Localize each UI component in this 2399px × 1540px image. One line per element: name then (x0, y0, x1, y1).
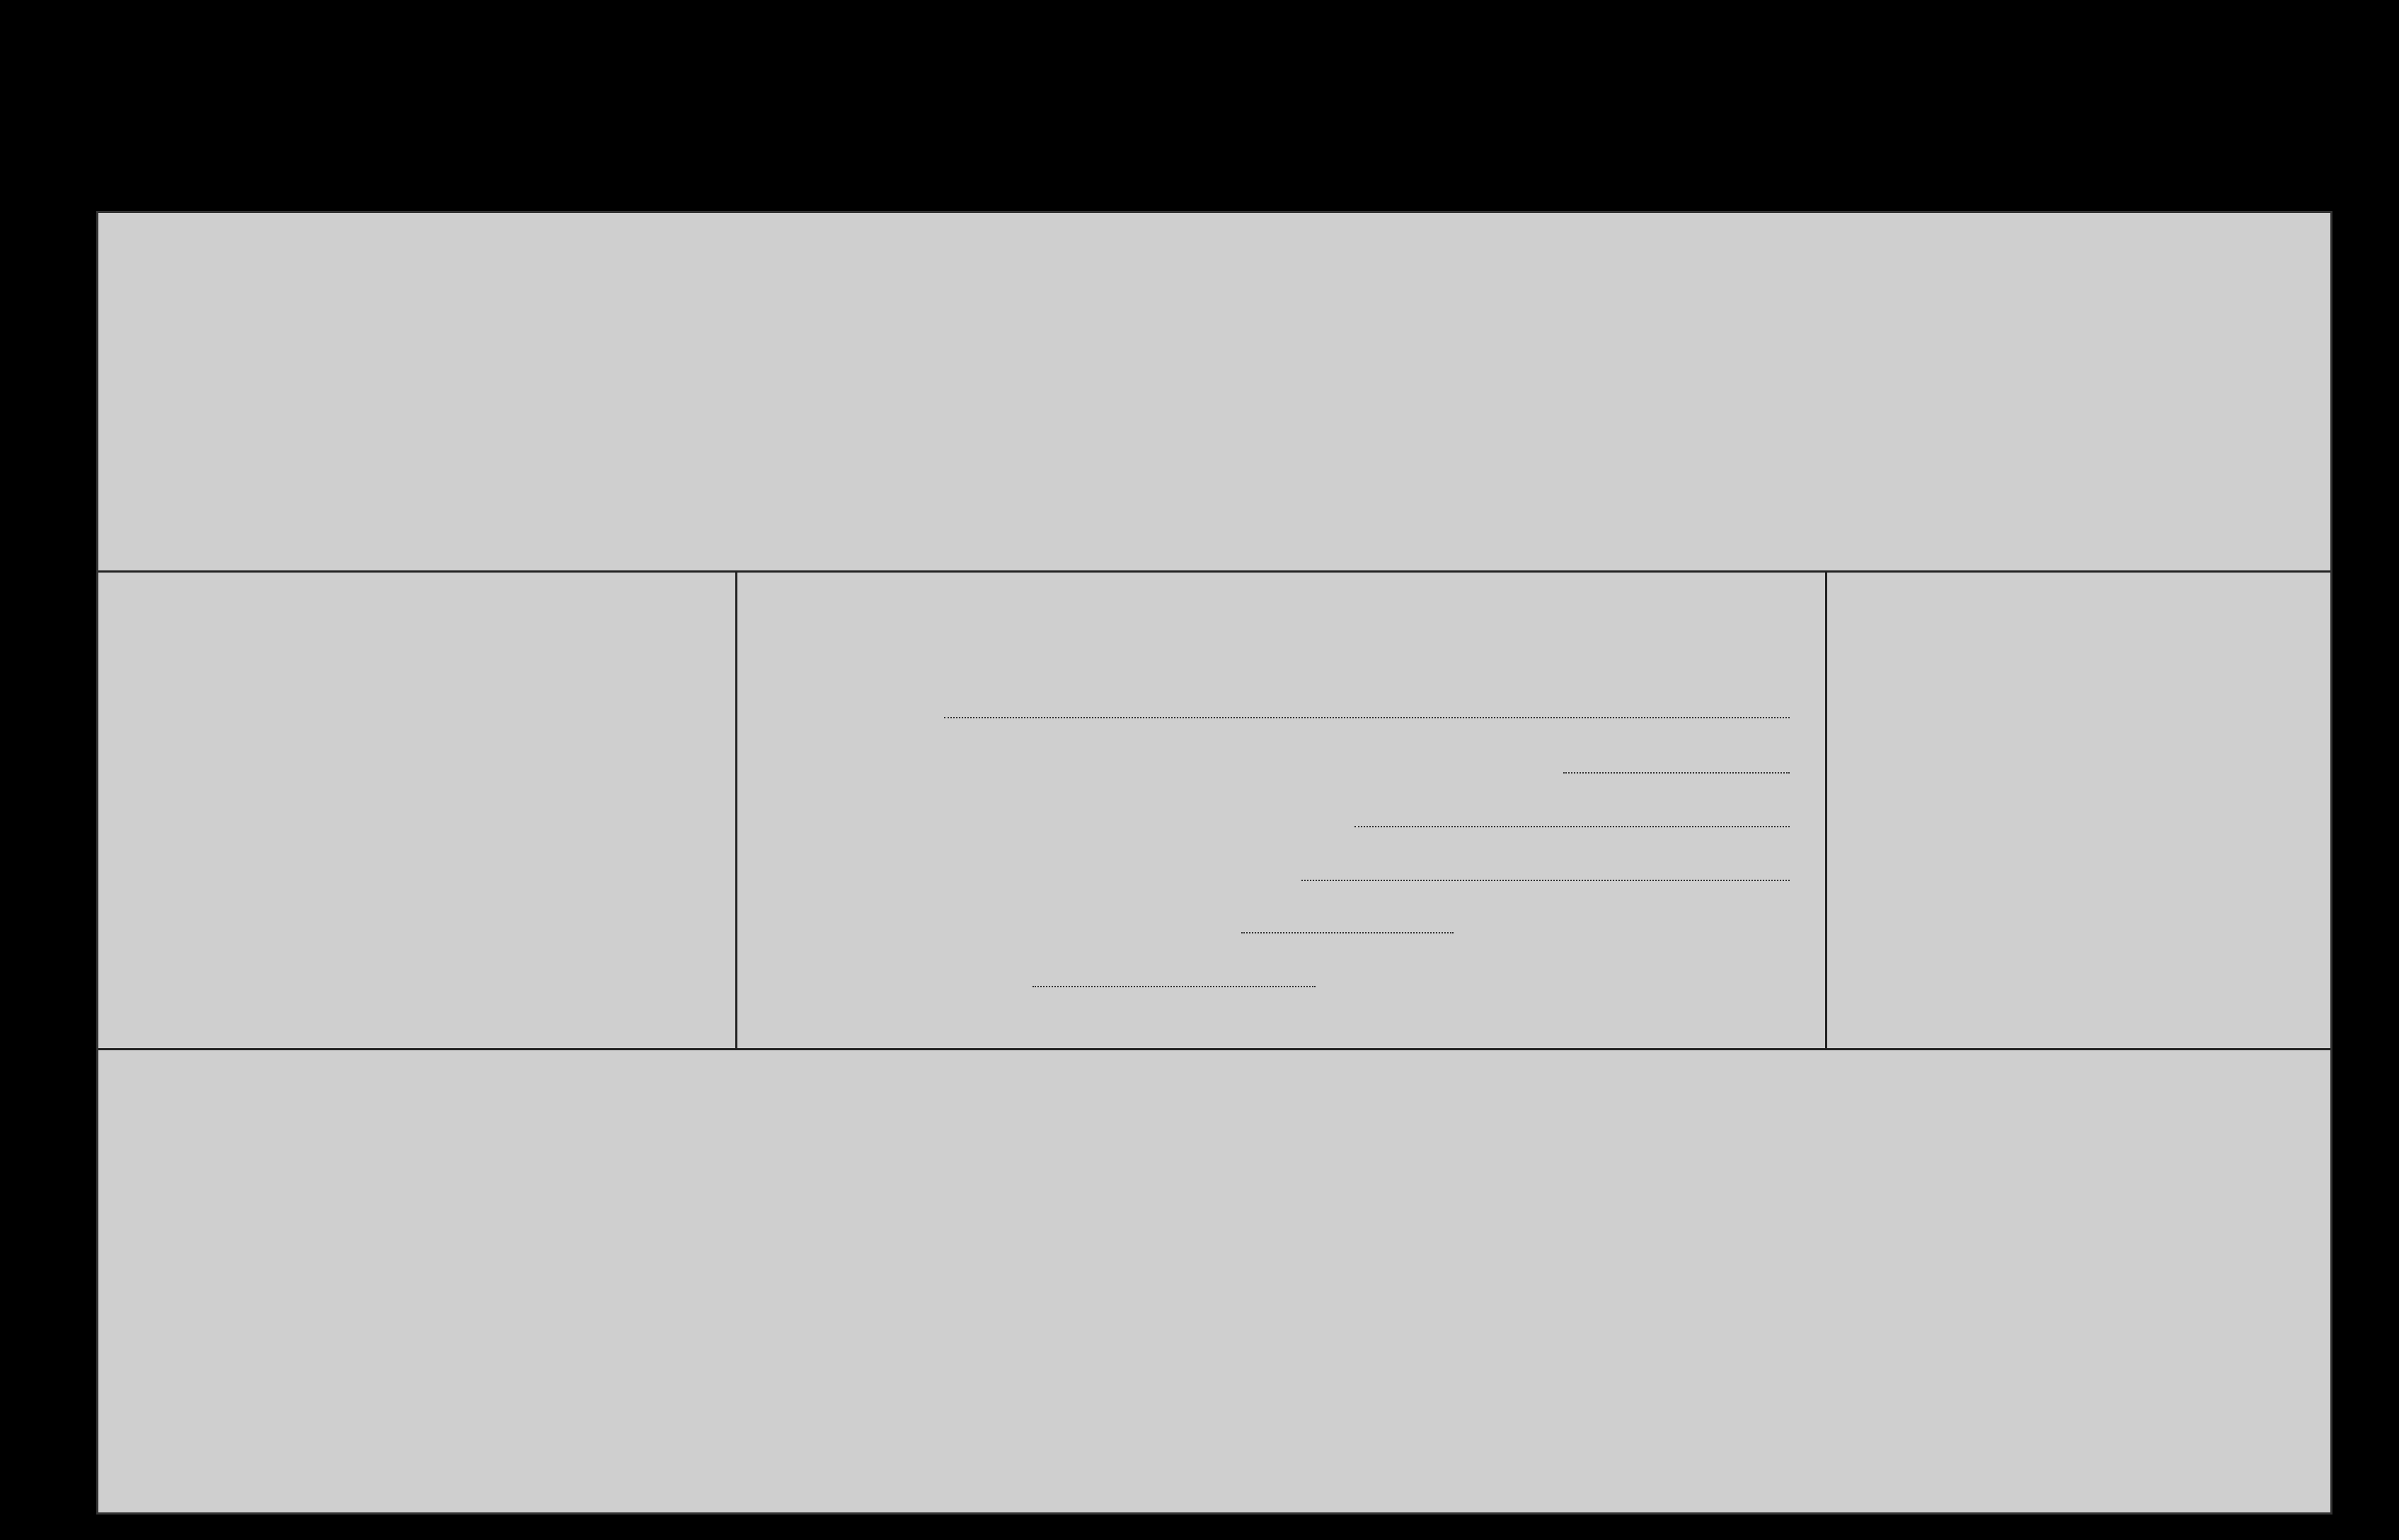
census-card (96, 211, 2332, 1515)
